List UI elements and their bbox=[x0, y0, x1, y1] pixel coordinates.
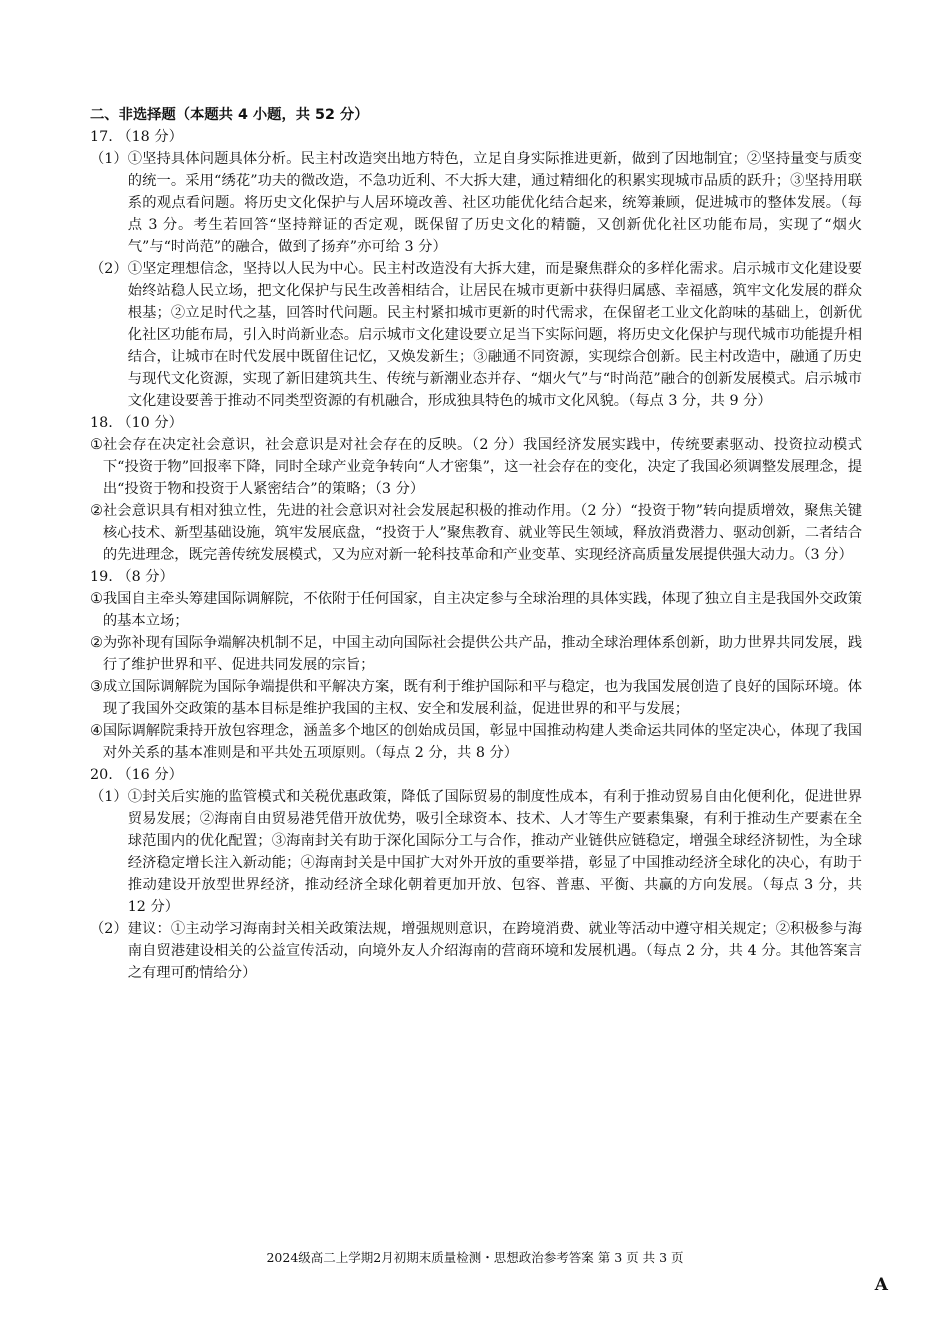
item-text: 社会意识具有相对独立性，先进的社会意识对社会发展起积极的推动作用。（2 分）“投资于物”转向提质增效，聚焦关键核心技术、新型基础设施，筑牢发展底盘，“投资于人”聚焦教育、就业等民生领域，释放消费潜力、驱动创新，二者结合的先进理念，既完善传统发展模式，又为应对新一轮科技革命和产业变革、实现经济高质量发展提供强大动力。（3 分） bbox=[102, 503, 862, 563]
question-20-head: 20. （16 分） bbox=[90, 767, 183, 783]
item-label: ② bbox=[90, 635, 103, 651]
question-19-item-2 bbox=[90, 632, 862, 676]
page-footer: 2024级高二上学期2月初期末质量检测・思想政治参考答案 第 3 页 共 3 页 bbox=[266, 1250, 684, 1265]
question-18-item-1 bbox=[90, 434, 862, 500]
question-19-item-4 bbox=[90, 720, 862, 764]
item-text: 我国自主牵头筹建国际调解院，不依附于任何国家，自主决定参与全球治理的具体实践，体现了独立自主是我国外交政策的基本立场； bbox=[102, 591, 862, 629]
item-text: 国际调解院秉持开放包容理念，涵盖多个地区的创始成员国，彰显中国推动构建人类命运共同体的坚定决心，体现了我国对外关系的基本准则是和平共处五项原则。（每点 2 分，共 8 分） bbox=[102, 723, 862, 761]
question-19-item-3 bbox=[90, 676, 862, 720]
question-20-part-1 bbox=[90, 786, 862, 918]
question-19-head: 19. （8 分） bbox=[90, 569, 174, 585]
item-label: ① bbox=[90, 591, 103, 607]
question-19-item-1 bbox=[90, 588, 862, 632]
part-text: 建议：①主动学习海南封关相关政策法规，增强规则意识，在跨境消费、就业等活动中遵守相关规定；②积极参与海南自贸港建设相关的公益宣传活动，向境外友人介绍海南的营商环境和发展机遇。（每点 2 分，共 4 分。其他答案言之有理可酌情给分） bbox=[127, 921, 862, 981]
question-17-head: 17. （18 分） bbox=[90, 129, 183, 145]
item-label: ② bbox=[90, 503, 103, 519]
item-label: ④ bbox=[90, 723, 103, 739]
question-18-item-2 bbox=[90, 500, 862, 566]
question-17-part-1 bbox=[90, 148, 862, 258]
question-18-head: 18. （10 分） bbox=[90, 415, 183, 431]
part-text: ①封关后实施的监管模式和关税优惠政策，降低了国际贸易的制度性成本，有利于推动贸易自由化便利化，促进世界贸易发展；②海南自由贸易港凭借开放优势，吸引全球资本、技术、人才等生产要素集聚，有利于推动生产要素在全球范围内的优化配置；③海南封关有助于深化国际分工与合作，推动产业链供应链稳定，增强全球经济韧性，为全球经济稳定增长注入新动能；④海南封关是中国扩大对外开放的重要举措，彰显了中国推动经济全球化的决心，有助于推动建设开放型世界经济，推动经济全球化朝着更加开放、包容、普惠、平衡、共赢的方向发展。（每点 3 分，共 12 分） bbox=[127, 789, 862, 915]
item-text: 成立国际调解院为国际争端提供和平解决方案，既有利于维护国际和平与稳定，也为我国发展创造了良好的国际环境。体现了我国外交政策的基本目标是维护我国的主权、安全和发展利益，促进世界的和平与发展； bbox=[102, 679, 862, 717]
part-label: （1） bbox=[90, 789, 128, 805]
question-17-part-2 bbox=[90, 258, 862, 412]
item-text: 为弥补现有国际争端解决机制不足，中国主动向国际社会提供公共产品，推动全球治理体系创新，助力世界共同发展，践行了维护世界和平、促进共同发展的宗旨； bbox=[102, 635, 862, 673]
part-label: （2） bbox=[90, 921, 128, 937]
section-title: 二、非选择题（本题共 4 小题，共 52 分） bbox=[90, 107, 369, 123]
answer-content bbox=[90, 104, 862, 984]
part-label: （2） bbox=[90, 261, 128, 277]
version-mark: A bbox=[874, 1275, 888, 1295]
part-text: ①坚持具体问题具体分析。民主村改造突出地方特色，立足自身实际推进更新，做到了因地制宜；②坚持量变与质变的统一。采用“绣花”功夫的微改造，不急功近利、不大拆大建，通过精细化的积累实现城市品质的跃升；③坚持用联系的观点看问题。将历史文化保护与人居环境改善、社区功能优化结合起来，统筹兼顾，促进城市的整体发展。（每点 3 分。考生若回答“坚持辩证的否定观，既保留了历史文化的精髓，又创新优化社区功能布局，实现了“烟火气”与“时尚范”的融合，做到了扬弃”亦可给 3 分） bbox=[127, 151, 862, 255]
part-text: ①坚定理想信念，坚持以人民为中心。民主村改造没有大拆大建，而是聚焦群众的多样化需求。启示城市文化建设要始终站稳人民立场，把文化保护与民生改善相结合，让居民在城市更新中获得归属感、幸福感，筑牢文化发展的群众根基；②立足时代之基，回答时代问题。民主村紧扣城市更新的时代需求，在保留老工业文化韵味的基础上，创新优化社区功能布局，引入时尚新业态。启示城市文化建设要立足当下实际问题，将历史文化保护与现代城市功能提升相结合，让城市在时代发展中既留住记忆，又焕发新生；③融通不同资源，实现综合创新。民主村改造中，融通了历史与现代文化资源，实现了新旧建筑共生、传统与新潮业态并存、“烟火气”与“时尚范”融合的创新发展模式。启示城市文化建设要善于推动不同类型资源的有机融合，形成独具特色的城市文化风貌。（每点 3 分，共 9 分） bbox=[127, 261, 862, 409]
item-label: ① bbox=[90, 437, 103, 453]
item-text: 社会存在决定社会意识，社会意识是对社会存在的反映。（2 分）我国经济发展实践中，传统要素驱动、投资拉动模式下“投资于物”回报率下降，同时全球产业竞争转向“人才密集”，这一社会存在的变化，决定了我国必须调整发展理念，提出“投资于物和投资于人紧密结合”的策略；（3 分） bbox=[102, 437, 862, 497]
item-label: ③ bbox=[90, 679, 103, 695]
part-label: （1） bbox=[90, 151, 128, 167]
question-20-part-2 bbox=[90, 918, 862, 984]
